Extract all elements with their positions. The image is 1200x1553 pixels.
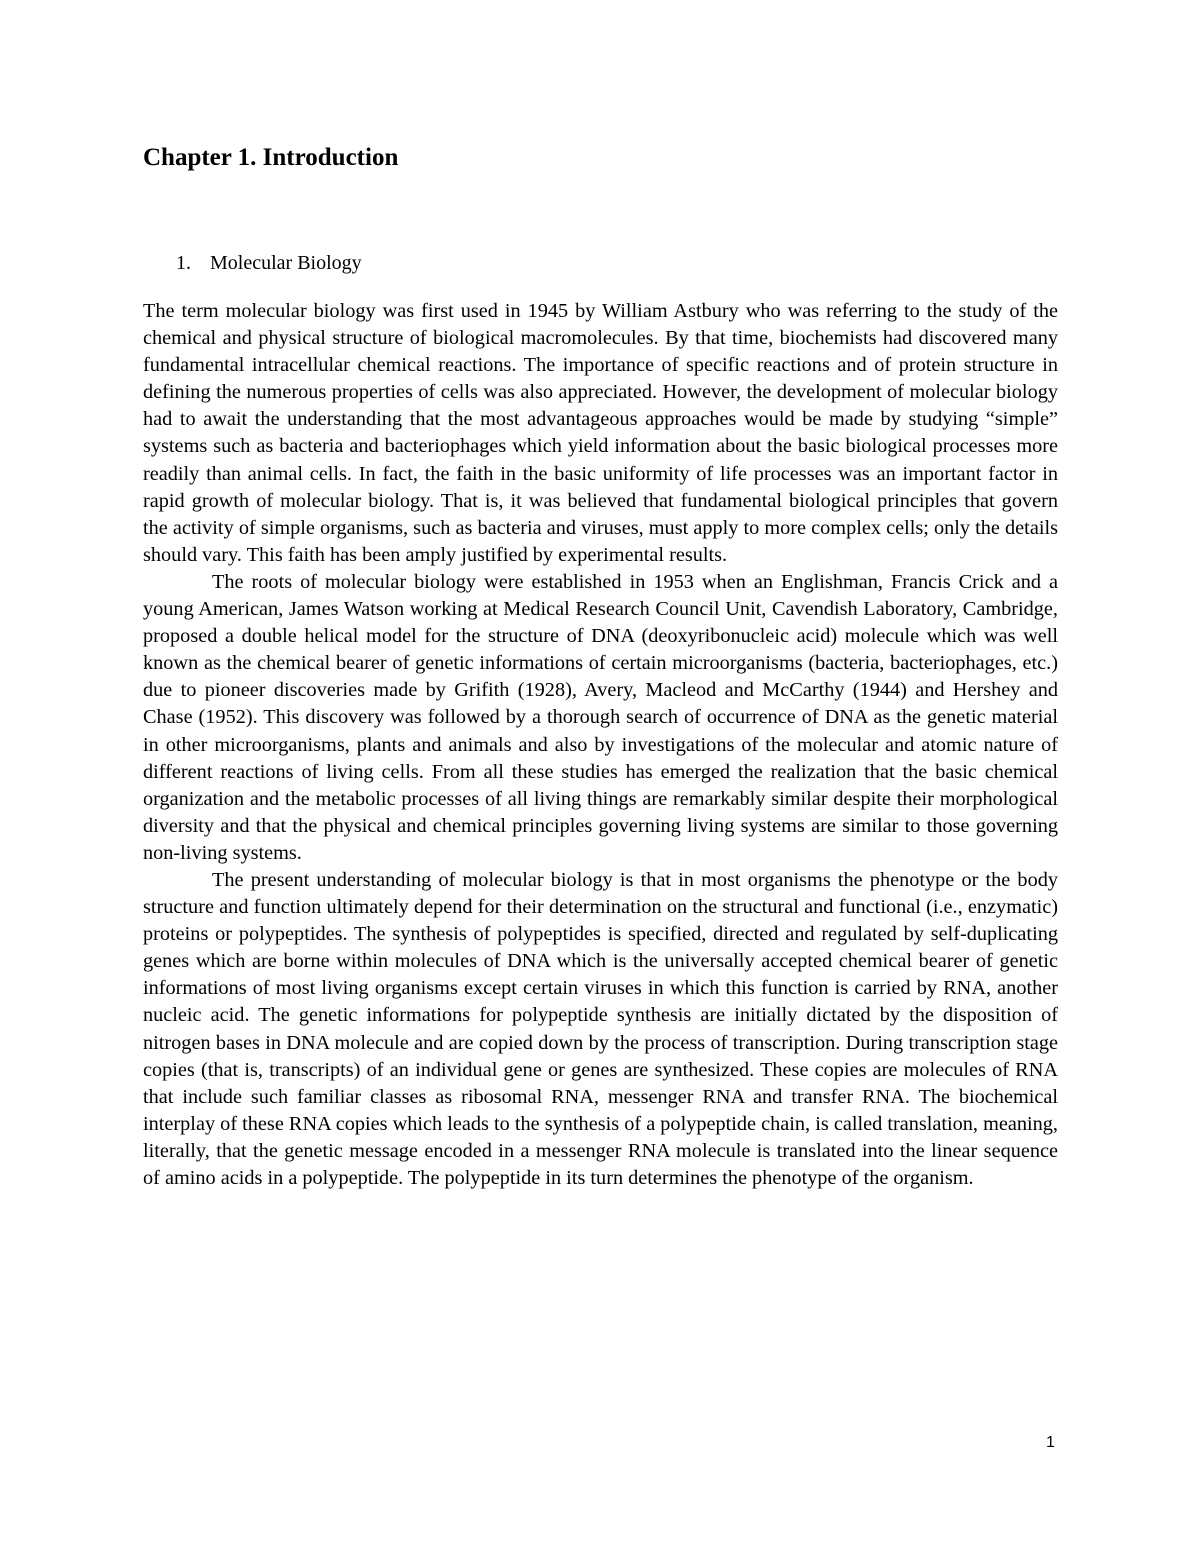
body-text: [143, 298, 1058, 1192]
section-title: Molecular Biology: [210, 252, 362, 274]
page-number: 1: [1046, 1434, 1055, 1451]
paragraph-3: The present understanding of molecular biology is that in most organisms the phenotype or the body structure and function ultimately depend for their determination on the structural and functional (i.e., enzymatic) proteins or polypeptides. The synthesis of polypeptides is specified, directed and regulated by self-duplicating genes which are borne within molecules of DNA which is the universally accepted chemical bearer of genetic informations of most living organisms except certain viruses in which this function is carried by RNA, another nucleic acid. The genetic informations for polypeptide synthesis are initially dictated by the disposition of nitrogen bases in DNA molecule and are copied down by the process of transcription. During transcription stage copies (that is, transcripts) of an individual gene or genes are synthesized. These copies are molecules of RNA that include such familiar classes as ribosomal RNA, messenger RNA and transfer RNA. The biochemical interplay of these RNA copies which leads to the synthesis of a polypeptide chain, is called translation, meaning, literally, that the genetic message encoded in a messenger RNA molecule is translated into the linear sequence of amino acids in a polypeptide. The polypeptide in its turn determines the phenotype of the organism.: [143, 868, 1058, 1189]
section-heading: [176, 249, 362, 277]
chapter-title: Chapter 1. Introduction: [143, 144, 399, 171]
paragraph-2: The roots of molecular biology were established in 1953 when an Englishman, Francis Crick and a young American, James Watson working at Medical Research Council Unit, Cavendish Laboratory, Cambridge, proposed a double helical model for the structure of DNA (deoxyribonucleic acid) molecule which was well known as the chemical bearer of genetic informations of certain microorganisms (bacteria, bacteriophages, etc.) due to pioneer discoveries made by Grifith (1928), Avery, Macleod and McCarthy (1944) and Hershey and Chase (1952). This discovery was followed by a thorough search of occurrence of DNA as the genetic material in other microorganisms, plants and animals and also by investigations of the molecular and atomic nature of different reactions of living cells. From all these studies has emerged the realization that the basic chemical organization and the metabolic processes of all living things are remarkably similar despite their morphological diversity and that the physical and chemical principles governing living systems are similar to those governing non-living systems.: [143, 570, 1058, 864]
section-number: 1.: [176, 252, 191, 274]
paragraph-1: The term molecular biology was first used in 1945 by William Astbury who was referring to the study of the chemical and physical structure of biological macromolecules. By that time, biochemists had discovered many fundamental intracellular chemical reactions. The importance of specific reactions and of protein structure in defining the numerous properties of cells was also appreciated. However, the development of molecular biology had to await the understanding that the most advantageous approaches would be made by studying “simple” systems such as bacteria and bacteriophages which yield information about the basic biological processes more readily than animal cells. In fact, the faith in the basic uniformity of life processes was an important factor in rapid growth of molecular biology. That is, it was believed that fundamental biological principles that govern the activity of simple organisms, such as bacteria and viruses, must apply to more complex cells; only the details should vary. This faith has been amply justified by experimental results.: [143, 300, 1058, 566]
